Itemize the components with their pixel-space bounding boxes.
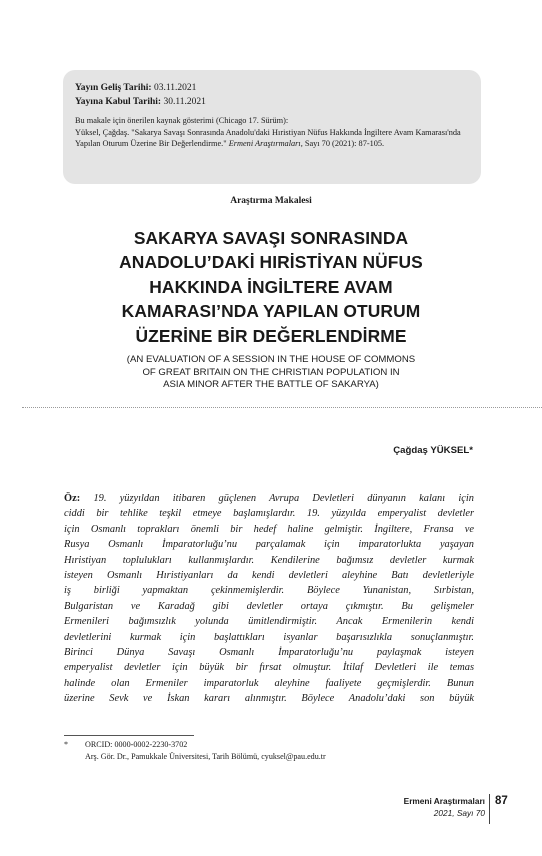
running-footer: [404, 795, 485, 819]
footnote-mark: *: [64, 740, 69, 749]
footnote-affiliation: Arş. Gör. Dr., Pamukkale Üniversitesi, Tarih Bölümü, cyuksel@pau.edu.tr: [85, 751, 326, 761]
citation-journal: Ermeni Araştırmaları,: [228, 139, 303, 148]
title-line: KAMARASI’NDA YAPILAN OTURUM: [121, 301, 421, 322]
abstract-line: isteyen Osmanlı Hıristiyanları da kendi devletleri aleyhine Batı devletleriyle: [64, 570, 474, 582]
abstract-label: Öz:: [64, 493, 81, 504]
abstract-line: Rusya Osmanlı İmparatorluğu’nu parçalamak için imparatorlukta yaşayan: [64, 539, 474, 551]
abstract-line: Bulgaristan ve Karadağ gibi devletler ortaya çıkmıştır. Bu gelişmeler: [64, 600, 474, 612]
title-line: ÜZERİNE BİR DEĞERLENDİRME: [135, 325, 407, 346]
citation-tail: Sayı 70 (2021): 87-105.: [304, 139, 385, 148]
english-title-line: (AN EVALUATION OF A SESSION IN THE HOUSE OF COMMONS: [126, 354, 416, 365]
abstract-line: halinde olan Ermeniler imparatorluk aleyhine faaliyete geçmişlerdir. Bunun: [64, 677, 474, 689]
abstract-line: Hıristiyan toplulukları kullanmışlardır. Kendilerine bağımsız devletler kurmak: [64, 554, 474, 566]
abstract-line: devletlerini kurmak için başlattıkları isyanlar başarısızlıkla sonuçlanmıştır.: [64, 631, 474, 643]
journal-issue: 2021, Sayı 70: [433, 808, 485, 818]
received-date-line: [75, 81, 469, 95]
abstract-line: üzerine Sevk ve İskan kararı alınmıştır. Böylece Anadolu’daki son büyük: [64, 693, 474, 705]
abstract-line: emperyalist devletler için büyük bir fırsat olmuştur. İtilaf Devletleri ile temas: [64, 662, 474, 674]
english-title-line: ASIA MINOR AFTER THE BATTLE OF SAKARYA): [163, 379, 379, 391]
accepted-date-line: [75, 95, 469, 109]
title-line: SAKARYA SAVAŞI SONRASINDA: [133, 228, 409, 248]
title-line: HAKKINDA İNGİLTERE AVAM: [149, 276, 393, 297]
accepted-label: Yayına Kabul Tarihi:: [75, 97, 162, 107]
abstract-line: Ermenileri bağımsızlık yolunda ümitlendirmiştir. Ancak Ermenilerin kendi: [64, 616, 474, 628]
article-type: Araştırma Makalesi: [230, 196, 312, 206]
citation-intro: Bu makale için önerilen kaynak gösterimi (Chicago 17. Sürüm):: [75, 116, 289, 125]
footnote-orcid-row: [64, 739, 326, 751]
journal-name: Ermeni Araştırmaları: [403, 796, 485, 806]
abstract-line: ciddi bir tehlike teşkil etmeye başlamışlardır. 19. yüzyılda emperyalist devletler: [64, 508, 474, 520]
article-title: [60, 226, 482, 348]
footnote: [64, 739, 326, 762]
page-number: 87: [495, 795, 508, 807]
article-info-box: [63, 70, 481, 184]
english-title: [60, 354, 482, 392]
accepted-date: 30.11.2021: [163, 97, 206, 107]
received-date: 03.11.2021: [153, 83, 197, 93]
page-number-separator: [489, 794, 490, 824]
abstract: [64, 491, 474, 707]
citation-body: Yüksel, Çağdaş. "Sakarya Savaşı Sonrasında Anadolu'daki Hıristiyan Nüfus Hakkında İngiltere Avam Kamarası'nda Yapılan Oturum Üzerine Bir Değerlendirme.": [75, 127, 461, 148]
abstract-line-text: 19. yüzyıldan itibaren güçlenen Avrupa Devletleri dünyanın kalanı için: [93, 493, 474, 504]
abstract-line: Birinci Dünya Savaşı Osmanlı İmparatorluğu’nu paylaşmak isteyen: [64, 647, 474, 659]
citation-block: [75, 115, 469, 150]
dotted-divider: [22, 407, 542, 408]
footnote-orcid: ORCID: 0000-0002-2230-3702: [85, 740, 188, 749]
citation-text: [75, 127, 469, 150]
footnote-rule: [64, 735, 194, 736]
abstract-line: iş birliği yapmaktan çekinmemişlerdir. Böylece Yunanistan, Sırbistan,: [64, 585, 474, 597]
received-label: Yayın Geliş Tarihi:: [75, 83, 152, 93]
title-line: ANADOLU’DAKİ HIRİSTİYAN NÜFUS: [119, 252, 423, 273]
english-title-line: OF GREAT BRITAIN ON THE CHRISTIAN POPULATION IN: [142, 366, 400, 378]
author-name: Çağdaş YÜKSEL*: [393, 445, 473, 456]
abstract-line: [64, 491, 474, 506]
abstract-line: için Osmanlı toprakları önemli bir hedef haline gelmiştir. İngiltere, Fransa ve: [64, 523, 474, 535]
